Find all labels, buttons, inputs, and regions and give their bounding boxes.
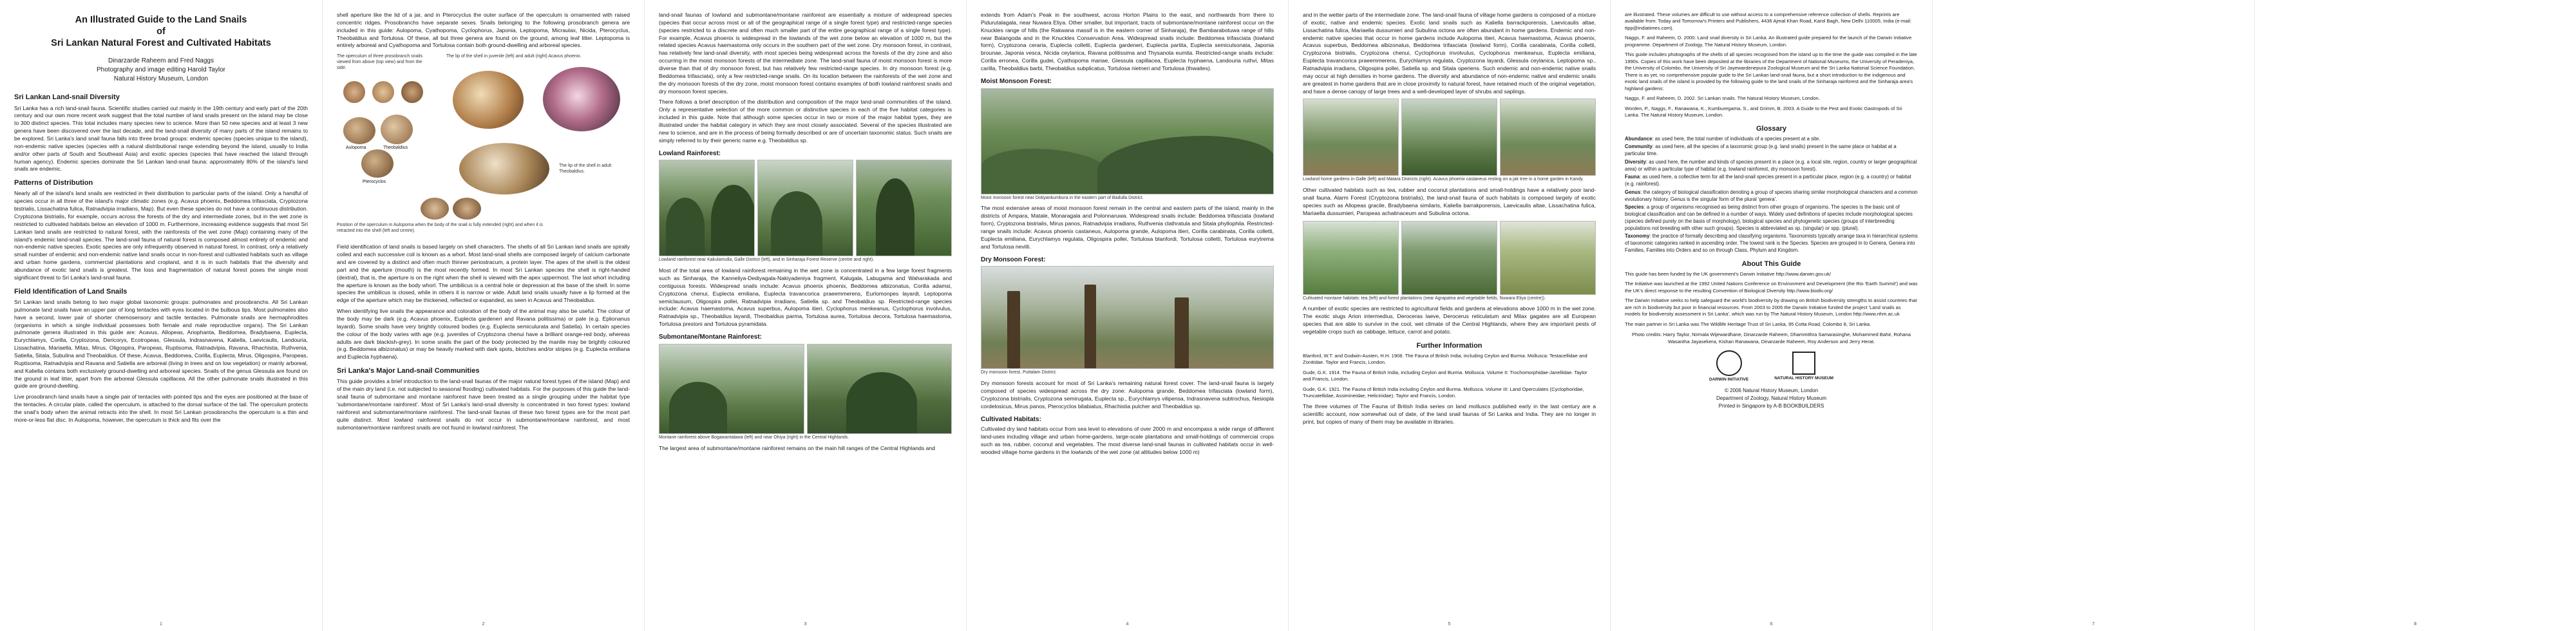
reference-item: Naggs, F. and Raheem, D. 2000. Land snail diversity in Sri Lanka. An illustrated guide prepared for the launch of the Darwin Initiative programme. Department of Zoology, The Natural History Museum, London. [1625, 35, 1912, 48]
text-about-funding: This guide has been funded by the UK government's Darwin Initiative http://www.darwin.gov.uk/ [1625, 270, 1831, 277]
glossary-definition: the practice of formally describing and classifying organisms. Taxonomists typically arrange taxa in hierarchical systems of taxonomic categories ranked in ascending order. The lowest rank is the Species. Species are grouped in to Genera, Genera into Families, Families into Orders and so on through Class, Phylum and Kingdom. [1625, 233, 1918, 253]
panel-7 [1932, 0, 2254, 631]
glossary-term: Abundance [1625, 135, 1653, 142]
glossary-item: Fauna: as used here, a collective term for all the land-snail species present in a particular place, region (e.g. a country) or habitat (e.g. rainforest). [1625, 174, 1911, 187]
panel-8 [2254, 0, 2576, 631]
heading-field-identification: Field Identification of Land Snails [14, 287, 128, 296]
caption-dry-monsoon: Dry monsoon forest, Puttalam District. [981, 370, 1057, 375]
snail-juvenile-icon [453, 71, 524, 129]
reference-item: Naggs, F. and Raheem, D. 2002. Sri Lankan snails. The Natural History Museum, London. [1625, 95, 1820, 102]
authors-block [14, 57, 308, 84]
heading-glossary: Glossary [1756, 124, 1787, 133]
reference-item: Blanford, W.T. and Godwin-Austen, H.H. 1908. The Fauna of British India, including Ceylon and Burma. Mollusca: Testacellidae and Zonitidae. Taylor and Francis, London. [1303, 353, 1587, 366]
ohiya-forest-photo [807, 344, 952, 434]
acavus-on-jak-photo [1500, 99, 1596, 176]
text-guide-description: This guide includes photographs of the shells of all species recognised from the island up to the time the guide was compiled in the late 1990s. Copies of this work have been deposited at the libraries of the Department of National Museums, the University of Peradeniya, the University of Colombo, the University of Sri Jayewardenepura Zoological Museum and the Sri Lanka National Science Foundation. There is as yet, no comprehensive popular guide to the Sri Lankan land-snail fauna, but a short introduction to the indigenous and exotic land snails of the island is provided by the following guide to the land snails of the Sinharaja rainforest and the Sinharaja area's highland gardens: [1625, 52, 1917, 91]
heading-dry-monsoon: Dry Monsoon Forest: [981, 256, 1046, 263]
heading-lowland-rainforest: Lowland Rainforest: [659, 149, 721, 157]
lowland-photos [659, 160, 952, 256]
guide-title [14, 14, 308, 49]
darwin-initiative-logo [1709, 350, 1748, 383]
panel-6 [1610, 0, 1932, 631]
heading-about: About This Guide [1741, 259, 1801, 268]
page-number: 5 [1448, 620, 1451, 626]
glossary-definition: a group of organisms recognised as being distinct from other groups of organisms. The species is the basic unit of biological classification and can be defined in a number of ways. Widely used definitions of species include morphological species (species defined purely on the basis of morphology), biological species and phylogenetic species (groups of interbreeding populations not breeding with other such groups). Species is abbreviated as sp. (singular) or spp. (plural). [1625, 204, 1913, 231]
shell-illustration [337, 53, 630, 240]
shell-theobaldius-icon [381, 115, 413, 144]
glossary-term: Community [1625, 144, 1653, 150]
caption-operculum: The operculum of three prosobranch snails viewed from above (top view) and from the side. [337, 54, 423, 70]
glossary-item: Community: as used here, all the species of a taxonomic group (e.g. land snails) present in the same place or habitat at a particular time. [1625, 144, 1897, 157]
darwin-logo-icon [1716, 350, 1742, 376]
page-number: 2 [482, 620, 485, 626]
authors: Dinarzarde Raheem and Fred Naggs [108, 57, 214, 65]
panel-2 [322, 0, 644, 631]
institution: Natural History Museum, London [113, 75, 209, 83]
printer: Printed in Singapore by A-B BOOKBUILDERS [1718, 403, 1824, 410]
snail-lip-icon [459, 143, 549, 194]
text-about-initiative: The Initiative was launched at the 1992 United Nations Conference on Environment and Development (the Rio 'Earth Summit') and was the UK's direct response to the resulting Convention of Biological Diversity http://www.biodiv.org/ [1625, 281, 1918, 294]
text-widespread-restricted: land-snail faunas of lowland and submontane/montane rainforest are essentially a mixture of widespread species (species that occur across most or all of the geographical range of a single forest type) and restricted-range species (species restricted to a discrete and often much smaller part of the entire geographical range of a single forest type). For example, Acavus phoenix is widespread in the lowlands of the wet zone below an elevation of 1000 m, but the related species Acavus haemastoma only occurs in the southern part of the wet zone. Dry monsoon forest, in contrast, has relatively few land-snail diversity, with most species being widespread across the forests of the dry zone and also occurring in the moist monsoon forests of the intermediate zone. The land-snail fauna of moist monsoon forest is more diverse than that of dry monsoon forest, but has relatively few restricted-range species. In dry monsoon forest (e.g. Beddomea trifasciata), only a few restricted-range snails. On its location between the rainforests of the wet zone and the dry monsoon forests of the dry zone, moist monsoon forest contains examples of both lowland rainforest snails and dry monsoon forest species. [659, 12, 952, 95]
copyright-block [1625, 387, 1918, 410]
glossary-term: Taxonomy [1625, 233, 1650, 240]
title-line-2: of [156, 26, 166, 37]
garden-photos [1303, 99, 1596, 176]
text-montane-continued: extends from Adam's Peak in the southwest, across Horton Plains to the east, and northwards from there to Pidurutalagala, near Nuwara Eliya. Other smaller, but important, tracts of submontane/montane rainforest occur on the Knuckles range of hills (the Rakwana massif is in the eastern corner of Sinharaja), the Bambarabotuwa range of hills near Balangoda and in the Knuckles Conservation Area. Widespread snails include: Beddomea trifasciata (lowland form), Cryptozona ceraria, Euplecta colletti, Euplecta gardeneri, Euplecta partita, Euplecta semiculsonata, Japonia brounae, Japonia vesca, Nicida ceylanica, Ravana politissima and Thysanota eumita. Restricted-range snails include: Corilla erronea, Corilla gudei, Cyathopoma mariae, Glessula capillacea, Euplecta hyphaena, Landouria ruthvi, Mitas carilla, Theobaldius barbi, Theobaldius subplicatus, Tortulosa nietneri and Tortulosa (thwaites). [981, 12, 1274, 72]
text-lowland: Most of the total area of lowland rainforest remaining in the wet zone is concentrated in a few large forest fragments such as Sinharaja, the Kanneliya-Dediyagala-Nakiyadeniya fragment, Kalugala, Labugama and Waharakada and contiguous forests. Widespread snails include: Acavus phoenix phoenix, Beddomea albizonatus, Corilla adamsi, Cryptozona chenui, Euplecta emiliana, Euplecta travancorica praeemmerens, Eurlomonpes layardi, Leptopoma semiclausum, Oligospira pollei, Ratnadvipia irradians, Satiella sp. and Theobaldius sp. Restricted-range species include: Acavus haemastoma, Acavus superbus, Aulopoma itieri, Cyclophorus menkeanus, Cyclophorus involvulus, Ratnadvipia sp., Theobaldius layardi, Theobaldius parma, Tortulosa aurea, Tortulosa decora, Tortulosa haemastoma, Tortulosa prestoni and Tortulosa pyramidata. [659, 267, 952, 328]
vegetable-fields-photo [1500, 221, 1596, 295]
moist-monsoon-photo [981, 88, 1274, 194]
glossary-definition: as used here, all the species of a taxonomic group (e.g. land snails) present in the same place or habitat at a particular time. [1625, 144, 1897, 157]
copyright: © 2006 Natural History Museum, London [1724, 388, 1819, 394]
glossary-term: Species [1625, 204, 1644, 211]
glossary-item: Abundance: as used here, the total number of individuals of a species present at a site. [1625, 135, 1821, 142]
panel-3 [644, 0, 966, 631]
operculum-icon [401, 81, 423, 103]
page-number: 1 [159, 620, 163, 626]
nhm-logo [1774, 352, 1833, 382]
shell-label: Theobaldius [383, 146, 408, 151]
shell-label: Aulopoma [346, 146, 366, 151]
text-home-gardens: and in the wetter parts of the intermediate zone. The land-snail fauna of village home gardens is composed of a mixture of exotic, native and endemic species. Exotic land snails such as Kaliella barrackporensis, Laevicaulis altae, Lissachatina fulica, Mariaella dussumieri and Subulina octona are often abundant in home gardens. Endemic and non-endemic native species that occur in home gardens include Aulopoma itieri, Acavus haemastoma, Acavus phoenix, Acavus superbus, Beddomea albizonatus, Beddomea trifasciata (lowland form), Corilla carabinata, Corilla colletti, Cryptozona bistrialis, Cryptozona chenui, Cyclophorus involvulus, Cyclophorus menkeanus, Euplecta emiliana, Euplecta travancorica praeemmerens, Eurychlamys regulata, Cryptozona layardi, Glessula ceylanica, Leptopoma sp., Ratnadvipia irradians, Oligospira pollei, Satiella sp. and Sitala operiens. Such endemic and non-endemic native snails may occur at high densities in home gardens. The diversity and abundance of non-endemic native and endemic snails are greatest in home gardens that are in close proximity to natural forest, have retained much of the original vegetation, and have a dense canopy of large trees and a well-developed layer of shrubs and saplings. [1303, 12, 1596, 95]
caption-juvenile: The lip of the shell in juvenile (left) and adult (right) Acavus phoenix. [446, 54, 582, 59]
glossary-definition: as used here, a collective term for all the land-snail species present in a particular place, region (e.g. a country) or habitat (e.g. rainforest). [1625, 174, 1911, 187]
shell-pterocyclos-icon [361, 149, 393, 178]
caption-montane: Montane rainforest above Bogawantalawa (left) and near Ohiya (right) in the Central Highlands. [659, 435, 849, 440]
caption-operculum-position: Position of the operculum in Aulopoma when the body of the snail is fully extended (right) and when it is retracted into the shell (left and centre). [337, 223, 543, 234]
cultivated-photos [1303, 221, 1596, 295]
page-number: 6 [1770, 620, 1773, 626]
text-about-partner: The main partner in Sri Lanka was The Wildlife Heritage Trust of Sri Lanka, 95 Cotta Road, Colombo 8, Sri Lanka. [1625, 321, 1871, 327]
text-prosobranchs: Live prosobranch land snails have a single pair of tentacles with pointed tips and the eyes are positioned at the base of the tentacles. A circular plate, called the operculum, is attached to the dorsal surface of the tail. The operculum protects the snail's body when the animal retracts into the shell. In most Sri Lankan prosobranchs the operculum is a thin and more-or-less flat disc. In Aulopoma, however, the operculum is thick and fits over the [14, 393, 308, 423]
matara-garden-photo [1401, 99, 1497, 176]
text-cultivated: Cultivated dry land habitats occur from sea level to elevations of over 2000 m and encompass a wide range of different land-uses including village and urban home-gardens, large-scale plantations and small-holdings of commercial crops such as tea, rubber, coconut and vegetables. The most diverse land-snail faunas in cultivated habitats occur in well-wooded village home gardens in the lowlands of the wet zone (at altitudes below 1000 m) [981, 426, 1274, 455]
glossary-item: Species: a group of organisms recognised as being distinct from other groups of organisms. The species is the basic unit of biological classification and can be defined in a number of ways. Widely used definitions of species include morphological species (species defined purely on the basis of morphology), biological species and phylogenetic species (groups of interbreeding populations not breeding with other such groups). Species is abbreviated as sp. (singular) or spp. (plural). [1625, 204, 1913, 231]
glossary-definition: as used here, the number and kinds of species present in a place (e.g. a local site, region, country or larger geographical area) or within a particular type of habitat (e.g. lowland rainforest, dry monsoon forest). [1625, 158, 1917, 172]
caption-moist-monsoon: Moist monsoon forest near Dotiyankumbura in the eastern part of Badulla District. [981, 195, 1144, 200]
department: Department of Zoology, Natural History Museum [1716, 395, 1827, 402]
text-exotic-slugs: A number of exotic species are restricted to agricultural fields and gardens at elevations above 1000 m in the wet zone. The exotic slugs Arion intermedius, Deroceras laeve, Derocerus reticulatum and Milax gagates are all European species that are able to survive in the cool, wet climate of the Central Highlands, where they are important pests of vegetable crops such as cabbage, lettuce, carrot and potato. [1303, 305, 1596, 335]
montane-photos [659, 344, 952, 434]
glossary-term: Fauna [1625, 174, 1640, 180]
panel-5 [1288, 0, 1610, 631]
montane-forest-photo [659, 344, 804, 434]
text-montane: The largest area of submontane/montane rainforest remains on the main hill ranges of the Central Highlands and [659, 444, 935, 451]
heading-further-info: Further Information [1416, 341, 1482, 350]
snail-adult-icon [543, 67, 620, 131]
logos [1625, 350, 1918, 383]
caption-cultivated: Cultivated montane habitats: tea (left) and forest plantations (near Agrapatna and vegetable fields, Nuwara Eliya (centre)). [1303, 296, 1546, 301]
page-number: 4 [1126, 620, 1129, 626]
text-patterns: Nearly all of the island's land snails are restricted in their distribution to particular parts of the island. Only a handful of species occur in all three of the island's major climatic zones (e.g. Acavus phoenix, Beddomea trifasciata, Cryptozona bistrialis, Lissachatina fulica, Ratnadvipia irradians, Map). But even these species do not have a continuous distribution. Cryptozona bistrialis, for example, occurs across the forests of the dry and intermediate zones, but in the wet zone is restricted to cultivated habitats below an elevation of 1000 m. Furthermore, increasing evidence suggests that most Sri Lankan land snails are restricted to natural forest, with the rainforests of the wet zone (Map) containing many of the island's endemic land-snail species. The land-snail fauna of natural forest is composed almost entirely of endemic and non-endemic native species. Exotic species are only infrequently observed in natural forest. In contrast, only a relatively small number of endemic and non-endemic native land snails occur in non-forest and cultivated habitats such as village and urban home gardens, commercial plantations and cropland, and it is in such habitats that the diversity and abundance of exotic land snails is greatest. The loss and fragmentation of natural forest poses the single most significant threat to Sri Lanka's land-snail fauna. [14, 190, 308, 281]
operculum-icon [343, 81, 365, 103]
tea-plantation-photo [1303, 221, 1399, 295]
panel-4 [966, 0, 1288, 631]
shell-aulopoma-icon [343, 117, 375, 144]
galle-garden-photo [1303, 99, 1399, 176]
dry-monsoon-photo [981, 266, 1274, 369]
reference-item: Gude, G.K. 1914. The Fauna of British India, including Ceylon and Burma. Mollusca. Volume II: Trochomorphidae-Janellidae. Taylor and Francis, London. [1303, 369, 1587, 382]
reference-item: Worden, P., Naggs, F., Ranawana, K., Kumburegama, S., and Grimm, B. 2003. A Guide to the Pest and Exotic Gastropods of Sri Lanka. The Natural History Museum, London. [1625, 105, 1902, 118]
text-communities-description: There follows a brief description of the distribution and composition of the major land-snail communities of the island. Only a representative selection of the more common or distinctive species in each of the five habitat categories is included in this guide. Note that although some species occur in two or more of the major habitat types, they are illustrated under the habitat category in which they are most closely associated. Several of the species illustrated are new to science, and are in the process of being formally described or are of uncertain taxonomic status. Such snails are simply referred to by their generic name e.g. Theobaldius sp. [659, 99, 952, 144]
heading-moist-monsoon: Moist Monsoon Forest: [981, 77, 1052, 85]
heading-communities: Sri Lanka's Major Land-snail Communities [337, 367, 480, 375]
glossary-definition: the category of biological classification denoting a group of species sharing similar morphological characters and a common evolutionary history. Genus is the singular form of the plural 'genera'. [1625, 189, 1918, 202]
nhm-logo-text: NATURAL HISTORY MUSEUM [1774, 376, 1833, 381]
text-reprints: are illustrated. These volumes are difficult to use without access to a comprehensive reference collection of shells. Reprints are available from: Today and Tomorrow's Printers and Publishers, 4436 Ajmal Khan Road, Karol Bagh, New Delhi 110005, India (e-mail: ttpp@indiatimes.com). [1625, 12, 1912, 31]
glossary-item: Diversity: as used here, the number and kinds of species present in a place (e.g. a local site, region, country or larger geographical area) or within a particular type of habitat (e.g. lowland rainforest, dry monsoon forest). [1625, 158, 1917, 172]
text-plantations: Other cultivated habitats such as tea, rubber and coconut plantations and small-holdings have a relatively poor land-snail fauna. Alarm Forest (Cryptozona bistrialis), the land-snail fauna of such habitats is composed largely of exotic species such as Allopeas gracile, Bradybaena similaris, Kaliella barrakporensis, Laevicaulis altae, Lissachatina fulica, Mariaella dussumieri, Paropeas achatinaceum and Subulina octona. [1303, 187, 1596, 216]
text-prosobranch-genera: shell aperture like the lid of a jar, and in Pterocyclus the outer surface of the operculum is ornamented with raised concentric ridges. Prosobranchs have separate sexes. Snails belonging to the following prosobranch genera are included in this guide: Aulopoma, Cyathopoma, Cyclophorus, Japonia, Leptopoma, Micraulax, Nicida, Pterocyclus, Theobaldius and Tortulosa. Of these, all but three genera are found on the ground, among leaf litter. Leptopoma is entirely arboreal and Cyathopoma and Tortulosa contain both ground-dwelling and arboreal species. [337, 12, 630, 49]
photo-credit: Photography and image editing Harold Taylor [97, 66, 225, 74]
text-body-colour: When identifying live snails the appearance and coloration of the body of the animal may also be useful. The colour of the body may be dark (e.g. Acavus phoenix, Euplecta gardeneri and Ravana politissima) or pale (e.g. Eplionanus layardi). Some snails have very brightly coloured bodies (e.g. Euplecta semiculurata and Satiella). In certain species the colour of the body varies with age (e.g. juveniles of Cryptozona chenui have a brilliant orange-red body, whereas adults are dark blackish-grey). In some snails the part of the body protected by the mantle may be brightly coloured (e.g. Beddomea albizonatus) or may be heavily marked with dark spots, blotches and/or stripes (e.g. Euplecta emiliana and Euplecta hyphaena). [337, 308, 630, 361]
text-communities: This guide provides a brief introduction to the land-snail faunas of the major natural forest types of the island (Map) and of the main dry land (i.e. not subjected to seasonal flooding) cultivated habitats. For the purposes of this guide the land-snail fauna of submontane and montane rainforest have been treated as a single grouping under the habitat type 'submontane/montane rainforest'. Most of Sri Lanka's land-snail diversity is concentrated in two forest types: lowland rainforest and submontane/montane rainforest. The land-snail faunas of these two forest types are for the most part quite distinct. Most lowland rainforest snails do not occur in submontane/montane rainforest, and most submontane/montane rainforest snails are not found in lowland rainforest. The [337, 378, 630, 431]
shell-label: Pterocyclos [363, 180, 386, 185]
glossary-term: Genus [1625, 189, 1641, 195]
nhm-logo-icon [1792, 352, 1815, 375]
glossary-item: Genus: the category of biological classification denoting a group of species sharing similar morphological characters and a common evolutionary history. Genus is the singular form of the plural 'genera'. [1625, 189, 1918, 202]
sinharaja-forest-photo [757, 160, 853, 256]
snail-operculum-position-icon [421, 198, 449, 220]
sinharaja-forest-photo-2 [856, 160, 952, 256]
text-fauna-series: The three volumes of The Fauna of British India series on land molluscs published early in the last century are a scientific account, now somewhat out of date, of the land snail faunas of Sri Lanka and India. They are no longer in print, but copies of many of them may be available in libraries. [1303, 402, 1596, 425]
title-line-1: An Illustrated Guide to the Land Snails [75, 15, 247, 25]
lowland-forest-photo [659, 160, 755, 256]
caption-lowland: Lowland rainforest near Kakulamulla, Galle District (left), and in Sinharaja Forest Reserve (centre and right). [659, 258, 875, 263]
forest-plantation-photo [1401, 221, 1497, 295]
heading-diversity: Sri Lankan Land-snail Diversity [14, 93, 120, 102]
glossary-item: Taxonomy: the practice of formally describing and classifying organisms. Taxonomists typically arrange taxa in hierarchical systems of taxonomic categories ranked in ascending order. The lowest rank is the Species. Species are grouped in to Genera, Genera into Families, Families into Orders and so on through Class, Phylum and Kingdom. [1625, 233, 1918, 253]
title-line-3: Sri Lankan Natural Forest and Cultivated Habitats [51, 38, 271, 49]
glossary-term: Diversity [1625, 158, 1646, 165]
reference-item: Gude, G.K. 1921. The Fauna of British India including Ceylon and Burma. Mollusca. Volume III: Land Operculates (Cyclophoridae, Truncatellidae, Assimineidae, Helicinidae). Taylor and Francis, London. [1303, 386, 1584, 399]
panel-1 [0, 0, 322, 631]
text-moist-monsoon: The most extensive areas of moist monsoon forest remain in the central and eastern parts of the island, mainly in the districts of Ampara, Matale, Monaragala and Polonnaruwa. Widespread snails include: Beddomea trifasciata (lowland form), Cryptozona bistrialis, Mirus panos, Ratnadvipia irradians, Ruthvenia clathratula and Sitala phyllophila. Restricted-range snails include: Acavus phoenix castaneus, Aulopoma grande, Aulopoma itieri, Corilla carabinata, Corilla colletti, Euplecta emiliana, Eurychlamys regulata, Oligospira pollei, Tortulosa blanfordi, Tortulosa colletti, Tortulosa eurytrema and Tortulosa nevilli. [981, 205, 1274, 250]
caption-lip: The lip of the shell in adult Theobaldius. [559, 164, 612, 174]
page-number: 7 [2092, 620, 2095, 626]
glossary-list [1625, 136, 1918, 254]
snail-operculum-position-icon [453, 198, 481, 220]
photo-credits: Photo credits: Harry Taylor, Nirmala Wijewardhane, Dinarzarde Raheem, Dhammithra Samarasinghe, Mohammed Bahir, Rohana Wasantha Jayasekera, Kishan Ranawana, Dinarzarde Raheem, Roy Anderson and Jerry Herat. [1632, 332, 1911, 344]
text-dry-monsoon: Dry monsoon forests account for most of Sri Lanka's remaining natural forest cover. The land-snail fauna is largely composed of species widespread across the dry zone: Aulopoma grande, Beddomea trifasciata (lowland form), Cryptozona bistrialis, Cryptozona semirugata, Euplecta sp., Eurychlamys vilipensa, Indrasnavena subtrochus, Nesiopla cordelosicus, Mirus panos, Pterocyclos bilabiatus, Rhachistia pulcher and Theobaldius sp. [981, 380, 1274, 410]
heading-patterns: Patterns of Distribution [14, 179, 93, 187]
text-diversity: Sri Lanka has a rich land-snail fauna. Scientific studies carried out mainly in the 19th century and early part of the 20th century and our own more recent work suggest that the total number of land snails present on the island may be close to 300 distinct species. This total includes many species new to science. More than 50 new species and at least 3 new genera have been discovered over the last decade, and the land-snail diversity of many parts of the island remains to be explored. Sri Lanka's land snail fauna falls into three broad groups: endemic species (species unique to the island), non-endemic native species (species with a natural distributional range extending beyond the island, usually to India and/or other parts of South and Southeast Asia) and exotic species (species that have reached the island through human agency). Endemic species dominate the Sri Lankan land-snail fauna: approximately 80% of the island's land snails are endemic. [14, 104, 308, 173]
glossary-definition: as used here, the total number of individuals of a species present at a site. [1654, 135, 1821, 142]
heading-montane-rainforest: Submontane/Montane Rainforest: [659, 334, 762, 341]
page-number: 8 [2414, 620, 2417, 626]
text-field-identification: Sri Lankan land snails belong to two major global taxonomic groups: pulmonates and prosobranchs. All Sri Lankan pulmonate land snails have an upper pair of long tentacles with eyes located in the bulbous tips. Most pulmonates also have a second, lower pair of shorter chemosensory and tactile tentacles. Pulmonate snails are hermaphrodites (organisms in which a single individual possesses both female and male reproductive organs). The Sri Lankan pulmonate genera illustrated in this guide are: Acavus, Allopeas, Ariophanta, Beddomea, Bradybaena, Euplecta, Eurychlamys, Corilla, Cryptozona, Dericorys, Ecotropeas, Glessula, Indrasnavena, Kaliella, Laevicaulis, Landouria, Lissachatina, Mariaella, Mitas, Mirus, Oligospira, Paropeas, Ruptisoma, Ratnadvipia, Ravana, Rhachistia, Ruthvenia, Satiella, Sitala, Subulina and Theobaldius. Of these, Acavus, Beddomea, Corilla, Euplecta, Mirus, Oligospira, Paropeas, Ruptisoma, Ratnadvipia and Ravana and Satiella are arboreal (living in trees and on low vegetation) or mainly arboreal, and Kaliella contains both exclusively ground-dwelling and arboreal species. Snails of the genus Glessula are found on the ground in leaf litter, apart from the arboreal Glessula capillacea. All the other pulmonate snails illustrated in this guide are ground-dwelling. [14, 298, 308, 390]
darwin-logo-text: DARWIN INITIATIVE [1709, 377, 1749, 382]
heading-cultivated: Cultivated Habitats: [981, 415, 1041, 423]
page-number: 3 [804, 620, 807, 626]
caption-gardens: Lowland home gardens in Galle (left) and Matara Districts (right). Acavus phoenix castaneus resting on a jak tree in a home garden in Kandy. [1303, 177, 1584, 182]
operculum-icon [372, 81, 394, 103]
text-about-project: The Darwin Initiative seeks to help safeguard the world's biodiversity by drawing on British biodiversity strengths to assist countries that are rich in biodiversity but poor in financial resources. From 2003 to 2005 the Darwin Initiative funded the project 'Land snails as models for biodiversity assessment in Sri Lanka', which was run by The Natural History Museum, London http://www.nhm.ac.uk [1625, 297, 1917, 317]
text-shell-characters: Field identification of land snails is based largely on shell characters. The shells of all Sri Lankan land snails are spirally coiled and each successive coil is known as a whorl. Most land-snail shells are composed largely of calcium carbonate and are covered by a distinct and often much thinner periostracum, a protein layer. The apex of the shell is the oldest part and the aperture (mouth) is the most recently formed. In most Sri Lankan species the shell is right-handed (dextral), that is, the aperture is on the right when the shell is viewed with the apex uppermost. The last whorl including the aperture is known as the body whorl. The umbilicus is a central hole or depression at the base of the shell. In some species the umbilicus is closed, while in others it is narrow or wide. Adult land snails usually have a lip formed at the edge of the aperture which may be thickened, reflected or expanded, as seen in Acavus and Theobaldius. [337, 243, 630, 304]
